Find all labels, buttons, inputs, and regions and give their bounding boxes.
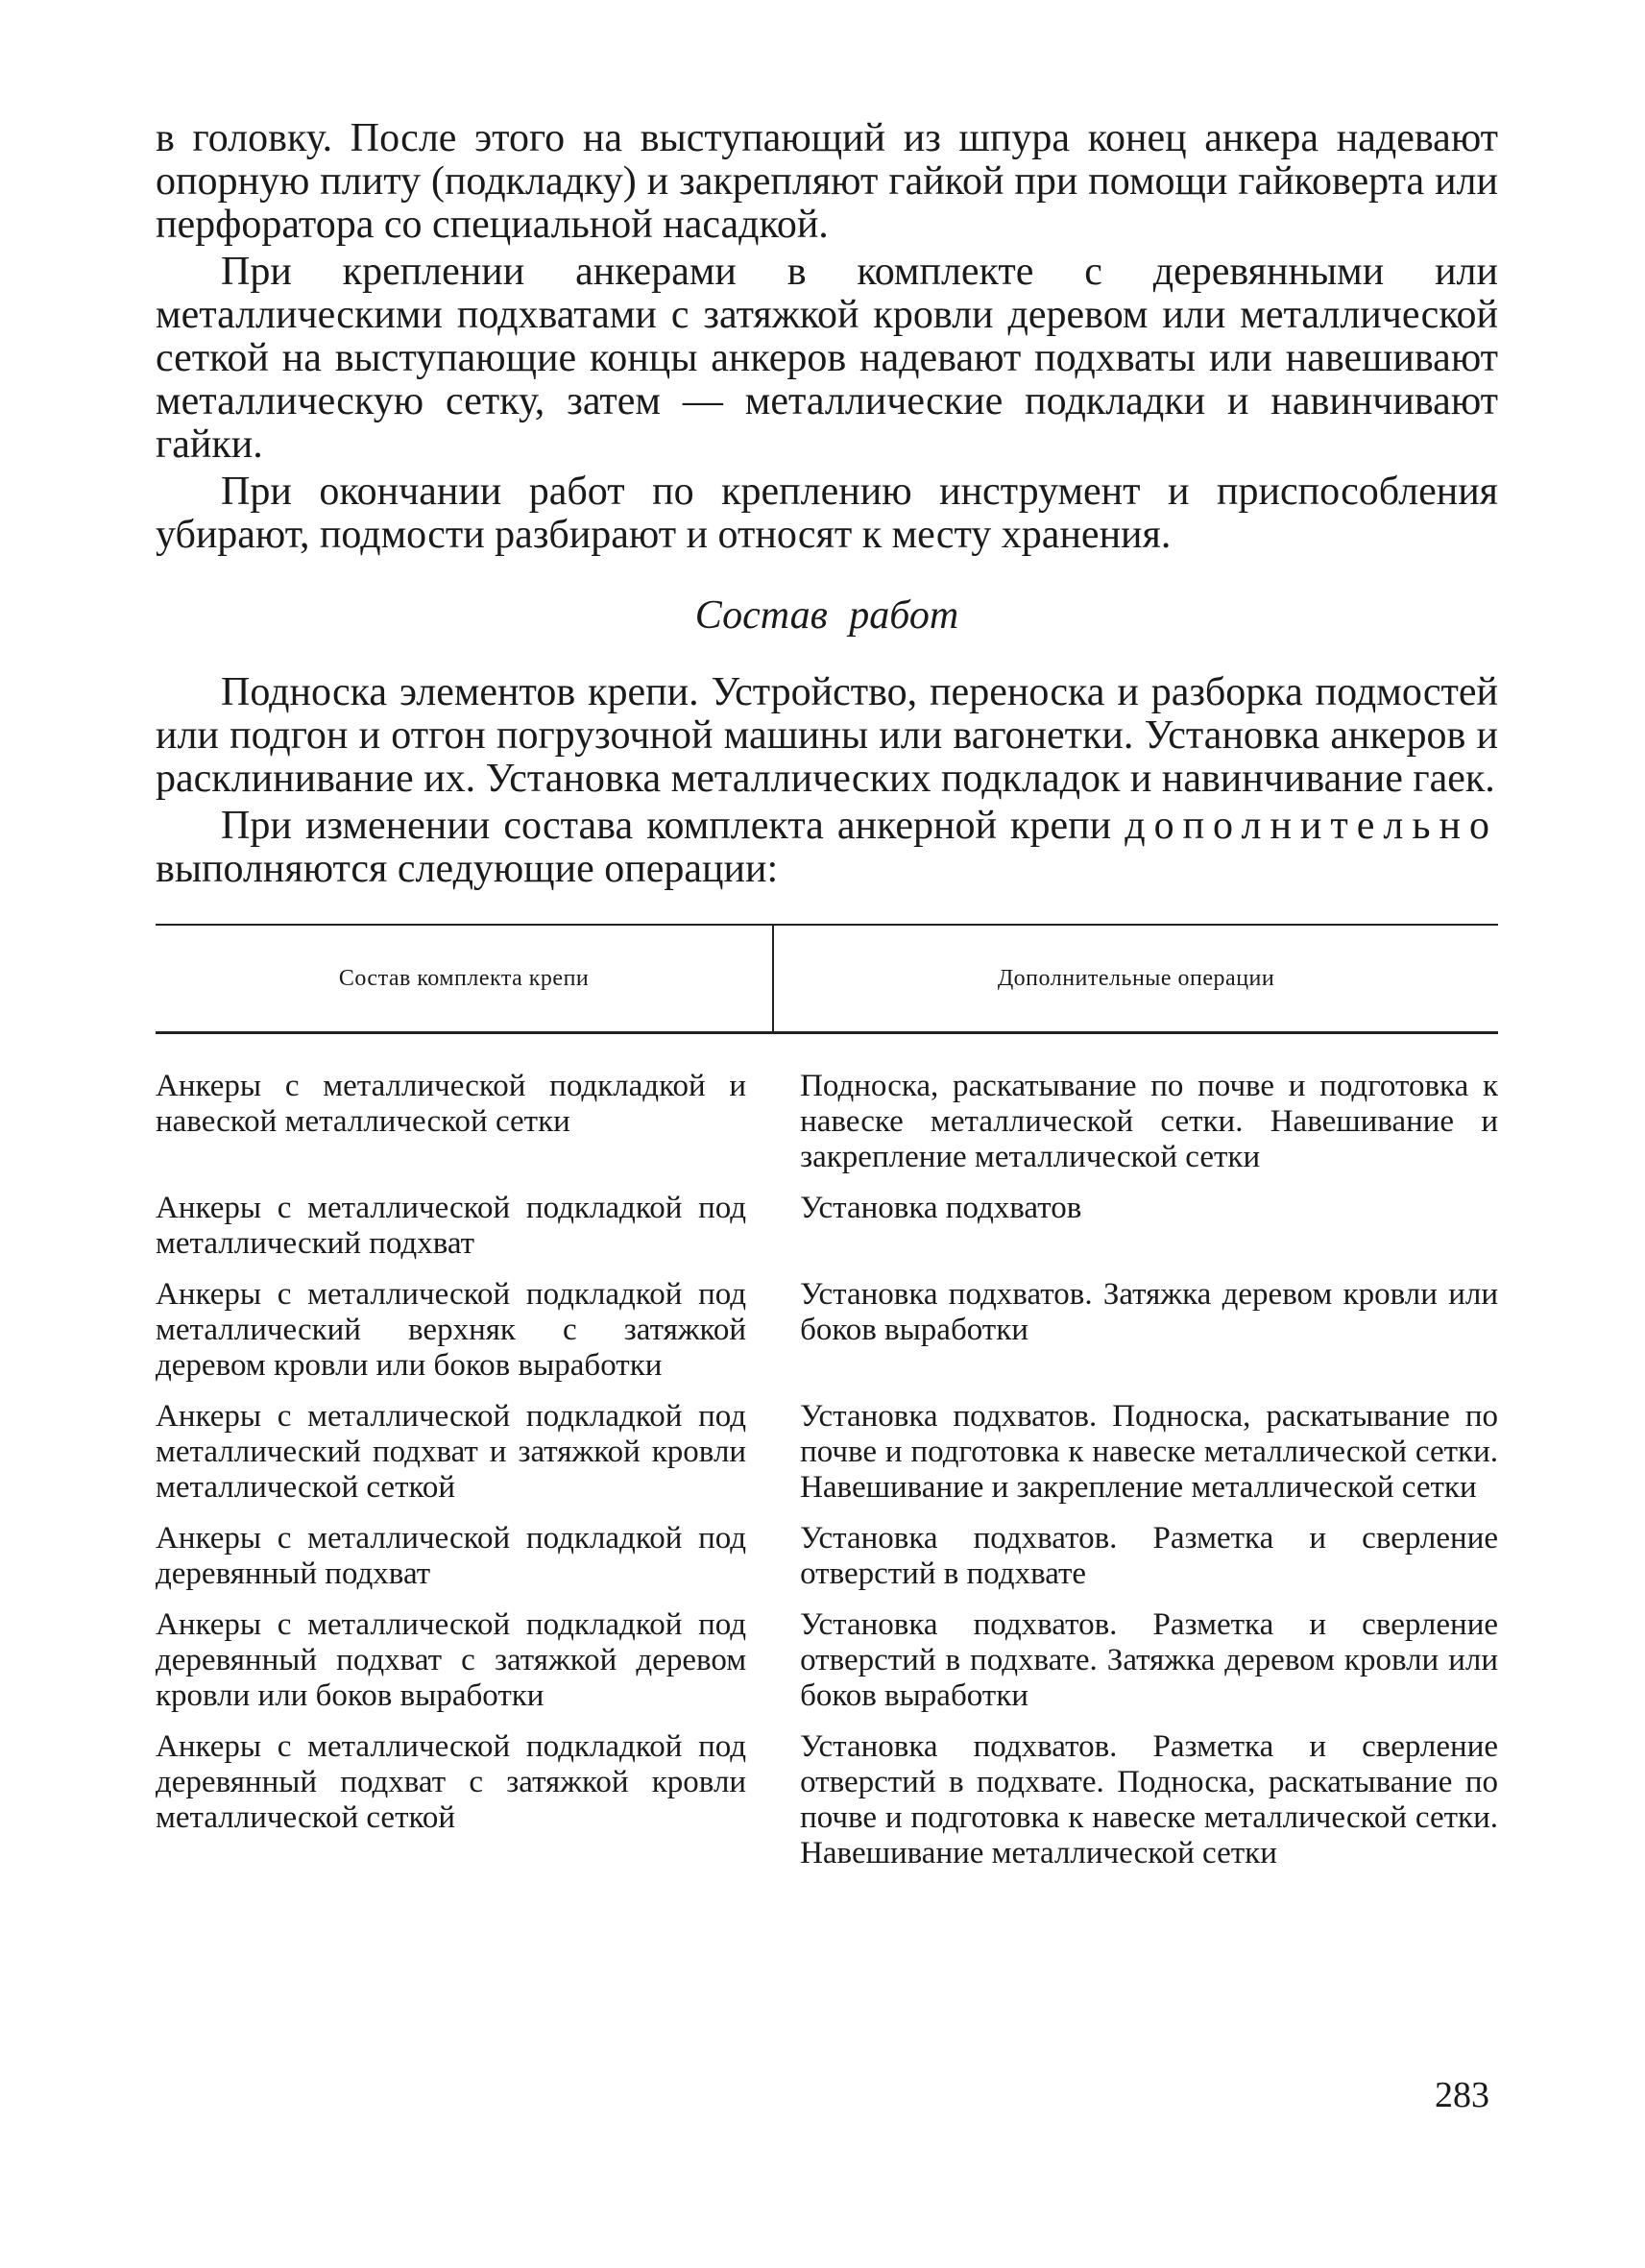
table-row <box>156 1033 1498 1192</box>
document-page <box>156 117 1498 1887</box>
paragraph-anchor-fastening: При креплении анкерами в комплекте с деревянными или металлическими подхватами с затяжкой кровли деревом или металлической сеткой на выступающие концы анкеров надевают подхваты или навешивают металлическую сетку, затем — металлические подкладки и навинчивают гайки. <box>156 250 1498 467</box>
cell-composition: Анкеры с металлической подкладкой под деревянный подхват <box>156 1521 747 1591</box>
cell-operations: Установка подхватов. Затяжка деревом кровли или боков выработки <box>800 1277 1498 1347</box>
paragraph-work-composition: Подноска элементов крепи. Устройство, переноска и разборка подмостей или подгон и отгон погрузочной машины или вагонетки. Установка анкеров и расклинивание их. Установка металлических подкладок и навинчивание гаек. <box>156 670 1498 801</box>
header-operations: Дополнительные операции <box>773 925 1498 1033</box>
paragraph-continuation: в головку. После этого на выступающий из шпура конец анкера надевают опорную плиту (подкладку) и закрепляют гайкой при помощи гайковерта или перфоратора со специальной насадкой. <box>156 116 1498 247</box>
table-row <box>156 1399 1498 1521</box>
operations-table <box>156 924 1498 1887</box>
paragraph-additional-intro <box>156 805 1498 891</box>
table-header-row <box>156 925 1498 1033</box>
cell-operations: Установка подхватов <box>800 1191 1082 1225</box>
cell-operations: Установка подхватов. Разметка и сверление отверстий в подхвате. Затяжка деревом кровли или боков выработки <box>800 1607 1498 1713</box>
cell-composition: Анкеры с металлической подкладкой и навеской металлической сетки <box>156 1069 747 1139</box>
cell-composition: Анкеры с металлической подкладкой под металлический подхват и затяжкой кровли металлической сеткой <box>156 1399 747 1505</box>
cell-operations: Установка подхватов. Подноска, раскатывание по почве и подготовка к навеске металлической сетки. Навешивание и закрепление металлической сетки <box>800 1399 1498 1505</box>
section-title: Состав работ <box>694 593 959 638</box>
intro-after: выполняются следующие операции: <box>156 847 779 891</box>
cell-composition: Анкеры с металлической подкладкой под деревянный подхват с затяжкой деревом кровли или боков выработки <box>156 1607 747 1713</box>
cell-operations: Установка подхватов. Разметка и сверление отверстий в подхвате. Подноска, раскатывание по почве и подготовка к навеске металлической сетки. Навешивание металлической сетки <box>800 1729 1498 1870</box>
cell-operations: Установка подхватов. Разметка и сверление отверстий в подхвате <box>800 1521 1498 1591</box>
intro-before: При изменении состава комплекта анкерной крепи <box>221 804 1125 848</box>
intro-spaced-word: дополнительно <box>1125 804 1498 848</box>
cell-operations: Подноска, раскатывание по почве и подготовка к навеске металлической сетки. Навешивание и закрепление металлической сетки <box>800 1069 1498 1174</box>
cell-composition: Анкеры с металлической подкладкой под металлический подхват <box>156 1191 747 1261</box>
table-row <box>156 1607 1498 1729</box>
table-row <box>156 1729 1498 1887</box>
cell-composition: Анкеры с металлической подкладкой под деревянный подхват с затяжкой кровли металлической сеткой <box>156 1729 747 1835</box>
header-composition: Состав комплекта крепи <box>156 925 773 1033</box>
table-row <box>156 1191 1498 1277</box>
cell-composition: Анкеры с металлической подкладкой под металлический верхняк с затяжкой деревом кровли или боков выработки <box>156 1277 747 1383</box>
paragraph-work-completion: При окончании работ по креплению инструмент и приспособления убирают, подмости разбирают и относят к месту хранения. <box>156 470 1498 557</box>
table-row <box>156 1277 1498 1399</box>
page-number: 283 <box>1435 2075 1489 2115</box>
table-row <box>156 1521 1498 1607</box>
